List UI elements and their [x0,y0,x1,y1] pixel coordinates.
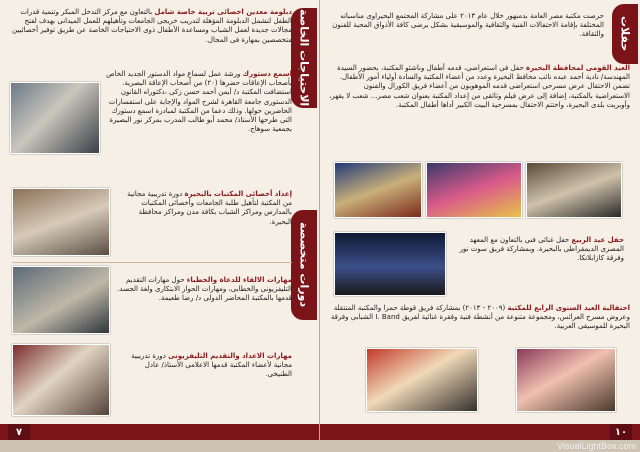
section-diploma [8,8,292,64]
watermark: VisualLightBox.com [557,441,636,451]
speaking-text: حول مهارات التقديم التليفزيونى والخطابى، ومهارات الحوار الابتكارى ولغة الجسد. قدمها بالمكتبة المحاضر الدولى د/ رضا طعيمة. [117,276,292,303]
constitution-text: ورشة عمل لسماع مواد الدستور الجديد الخاص بأصحاب الإعاقات حضرها (٢٠) من أصحاب الإعاقة البصرية. استضافت المكتبة د/ أيمن أحمد حسن زكى ،دكتوراه القانون الدستورى جامعة القاهرة لشرح المواد والإجابة على استفسارات الحاضرين حولها. وذلك دعما من المكتبة لمبادرة اسمع دستورك التى طرحها الأستاذ/ محمد أبو طالب المدرب بمركز نور البصيرة بجمعية سوهاج. [106,70,292,134]
photo-spring-concert [334,232,446,296]
photo-speakers-hall [12,266,110,334]
diploma-text: بالتعاون مع مركز التدخل المبكر وتنمية قدرات الطفل لتشمل الدبلومة المؤهلة لتدريب خريجى الجامعات وتأهيلهم للعمل الميدانى بهدف لفتح مجالات جديدة لعمل الشباب ومساعدة الأطفال ذوى الاحتياجات الخاصة عن طريق توفير أخصائيين متخصصين بمهارة فى المجال. [12,8,292,44]
national-day-heading: العيد القومى لمحافظة البحيرة [526,64,630,72]
section-spring [452,236,624,284]
spring-heading: حفل عيد الربيع [571,236,624,244]
anniversary-heading: احتفالية العيد السنوى الرابع للمكتبة [507,304,630,312]
photo-certificate-ceremony [12,344,110,416]
photo-anniversary-1 [366,348,478,412]
tab-special-needs: الاحتياجات الخاصة [291,8,317,108]
section-speaking [116,276,292,332]
anniversary-text: (٢٠٠٩ - ٢٠١٣) بمشاركة فريق قوطة حمرا والمكتبة المتنقلة وعروض مسرح العرائس، ومجموعة متنوعة من أنشطة فنية وفقرة غنائية لفريق I. Band الشبابى وفرقة البحيرة للموسيقى العربية. [330,304,630,331]
librarian-heading: إعداد أخصائى المكتبات بالبحيرة [184,190,292,198]
right-footer-bar [320,424,640,440]
left-footer-bar [0,424,320,440]
intro-paragraph: حرصت مكتبة مصر العامة بدمنهور خلال عام ٢٠١٣ على مشاركة المجتمع البحيراوى مناسباته المختلفة بإقامة الاحتفالات الفنية والثقافية والموسيقية بشكل يرضى كافة الأذواق المحبة للفنون والثقافة. [332,12,604,39]
divider [12,262,292,263]
librarian-text: دورة تدريبية مجانية من المكتبة لتأهيل طلبة الجامعات وأخصائى المكتبات بالمدارس ومراكز الشباب بكافة مدن ومراكز محافظة البحيرة. [127,190,292,226]
photo-training-room [12,188,110,256]
section-librarian [116,190,292,246]
photo-national-day-3 [526,162,622,218]
tab-celebrations: حفلات [612,4,638,64]
section-tv-presenting [116,352,292,402]
photo-computer-lab [10,82,100,154]
photo-national-day-1 [334,162,422,218]
section-constitution [104,70,292,180]
photo-national-day-2 [426,162,522,218]
right-page [320,0,640,440]
section-anniversary [328,304,630,344]
left-page [0,0,320,440]
section-national-day [328,64,630,150]
spring-text: حفل غنائى فنى بالتعاون مع المعهد المصرى الديمقراطى بالبحيرة. وبمشاركة فريق سوت نور وفرقة كازابلانكا. [459,236,624,263]
left-page-number: ٧ [8,424,30,440]
tab-specialized-courses: دورات متخصصة [291,210,317,320]
photo-anniversary-2 [516,348,616,412]
national-day-text: حفل فى استعراضى، قدمه أطفال وناشئو المكتبة، بحضور السيدة المهندسة/ نادية أحمد عبده نائب محافظ البحيرة وعدد من أعضاء المكتبة والسادة أولياء أمور الأطفال. تضمن الاحتفال عرض مسرحى استعراضى قدمه الموهوبون من أعضاء فريق الكورال والفنون الاستعراضية بالمكتبة، إضافة إلى عرض فيلم وثائقى من إعداد المكتبة بعنوان شعب مصر... شعب لا يقهر، وأوبريت بلدى البحيرة، واختتم الاحتفال بمسرحية البيت الكبير أداها أطفال المكتبة. [329,64,630,109]
tv-text: دورة تدريبية مجانية لأعضاء المكتبة قدمها الاعلامى الأستاذ/ عادل الطنيخى. [131,352,292,379]
tv-heading: مهارات الاعداد والتقديم التليفزيونى [168,352,292,360]
speaking-heading: مهارات الالقاء للدعاة والخطباء [186,276,292,284]
constitution-heading: اسمع دستورك [242,70,292,78]
right-page-number: ١٠ [610,424,632,440]
diploma-heading: دبلومة معدين اخصائى تربية خاصة شامل [154,8,292,16]
